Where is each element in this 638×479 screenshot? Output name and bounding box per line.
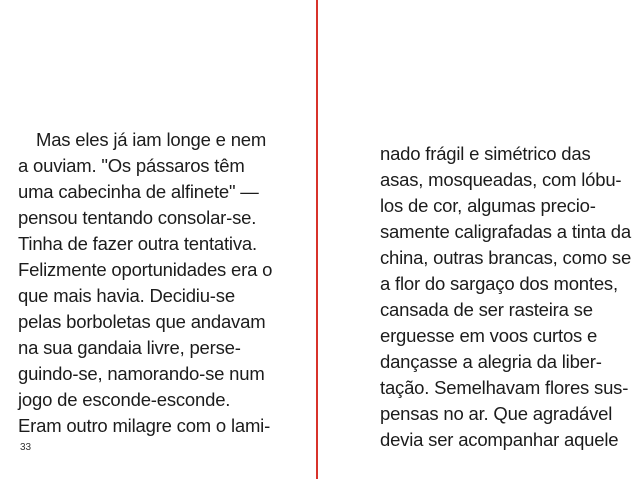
text-line: guindo-se, namorando-se num [18,363,265,384]
text-line: Mas eles já iam longe e nem [36,129,267,150]
left-page [0,0,318,479]
text-line: nado frágil e simétrico das [380,143,591,164]
text-line: cansada de ser rasteira se [380,299,593,320]
text-line: devia ser acompanhar aquele [380,429,619,450]
page-divider [316,0,318,479]
text-line: a flor do sargaço dos montes, [380,273,618,294]
page-number: 33 [20,442,32,453]
text-line: pelas borboletas que andavam [18,311,266,332]
right-page [320,0,638,479]
text-line: Felizmente oportunidades era o [18,259,273,280]
text-line: tação. Semelhavam flores sus- [380,377,629,398]
text-line: samente caligrafadas a tinta da [380,221,631,242]
text-line: dançasse a alegria da liber- [380,351,602,372]
text-line: Tinha de fazer outra tentativa. [18,233,257,254]
text-line: erguesse em voos curtos e [380,325,598,346]
text-line: los de cor, algumas precio- [380,195,596,216]
text-line: que mais havia. Decidiu-se [18,285,235,306]
text-line: jogo de esconde-esconde. [18,389,231,410]
text-line: a ouviam. "Os pássaros têm [18,155,245,176]
text-line: pensas no ar. Que agradável [380,403,613,424]
text-line: china, outras brancas, como se [380,247,632,268]
text-line: pensou tentando consolar-se. [18,207,257,228]
text-line: Eram outro milagre com o lami- [18,415,271,436]
text-line: uma cabecinha de alfinete" — [18,181,259,202]
text-line: asas, mosqueadas, com lóbu- [380,169,622,190]
text-line: na sua gandaia livre, perse- [18,337,241,358]
